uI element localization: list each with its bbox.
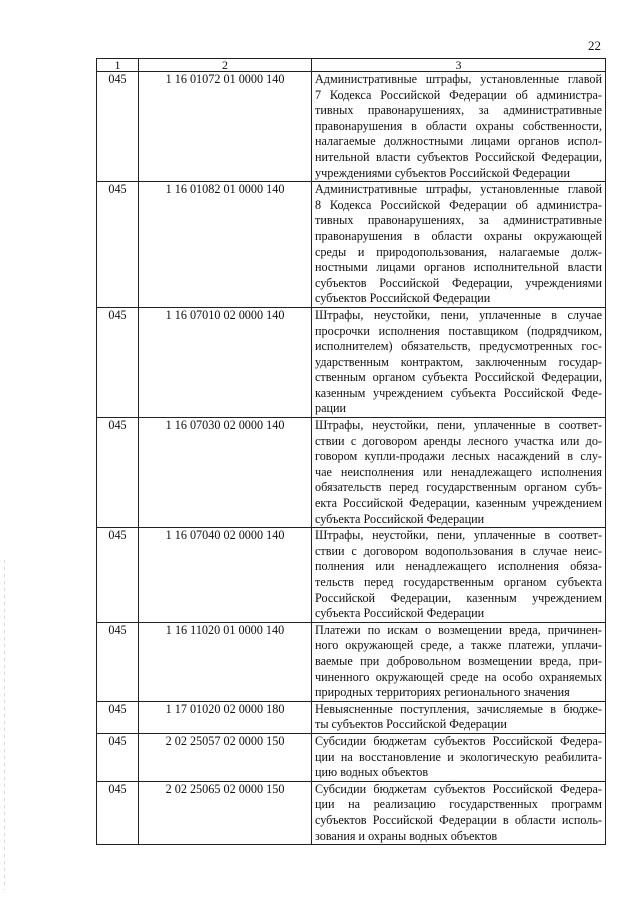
description-line: субъекта Российской Федерации	[315, 606, 485, 621]
column-header-1: 1	[97, 59, 139, 72]
description-line: ствии с договором аренды лесного участка или до-	[315, 433, 602, 448]
description-line: 8 Кодекса Российской Федерации об администра-	[315, 197, 602, 212]
description-line: ты субъектов Российской Федерации	[315, 717, 507, 732]
description-line: Невыясненные поступления, зачисляемые в бюдже-	[315, 701, 602, 716]
admin-code-cell: 045	[97, 781, 139, 844]
budget-code-cell: 1 17 01020 02 0000 180	[139, 701, 312, 733]
description-line: тивных правонарушениях, за административные	[315, 103, 602, 118]
column-header-2: 2	[139, 59, 312, 72]
description-line: чиненного окружающей среде на особо охраняемых	[315, 669, 602, 684]
description-line: обязательств перед государственным органом субъ-	[315, 480, 602, 495]
table-row	[97, 733, 606, 781]
description-line: субъектов Российской Федерации, учреждениями	[315, 275, 602, 290]
description-line: Субсидии бюджетам субъектов Российской Федера-	[315, 781, 602, 796]
description-cell	[312, 733, 606, 781]
budget-code-cell: 1 16 07030 02 0000 140	[139, 418, 312, 528]
description-line: Административные штрафы, установленные главой	[315, 182, 602, 197]
scan-edge-artifact	[4, 560, 5, 890]
description-line: субъектов Российской Федерации	[315, 291, 491, 306]
column-header-3: 3	[312, 59, 606, 72]
description-line: среды и природопользования, налагаемые долж-	[315, 244, 602, 259]
description-line: ударственным контрактом, заключенным государ-	[315, 354, 602, 369]
description-line: цию водных объектов	[315, 765, 429, 780]
description-line: правонарушения в области охраны окружающей	[315, 228, 602, 243]
description-line: субъектов Российской Федерации в области исполь-	[315, 812, 602, 827]
description-cell	[312, 781, 606, 844]
admin-code-cell: 045	[97, 622, 139, 701]
description-line: учреждениями субъектов Российской Федерации	[315, 165, 570, 180]
budget-code-cell: 2 02 25057 02 0000 150	[139, 733, 312, 781]
description-line: ственным органом субъекта Российской Федерации,	[315, 370, 602, 385]
table-row	[97, 418, 606, 528]
admin-code-cell: 045	[97, 733, 139, 781]
description-line: полнения или ненадлежащего исполнения обяза-	[315, 559, 602, 574]
description-line: правонарушения в области охраны собственности,	[315, 118, 602, 133]
description-cell	[312, 528, 606, 623]
admin-code-cell: 045	[97, 701, 139, 733]
table-row	[97, 307, 606, 417]
budget-code-cell: 1 16 07040 02 0000 140	[139, 528, 312, 623]
budget-code-cell: 2 02 25065 02 0000 150	[139, 781, 312, 844]
description-line: ного окружающей среде, а также платежи, уплачи-	[315, 638, 602, 653]
description-line: ствии с договором водопользования в случае неис-	[315, 543, 602, 558]
admin-code-cell: 045	[97, 418, 139, 528]
table-body	[97, 72, 606, 845]
description-line: исполнителем) обязательств, предусмотренных гос-	[315, 339, 602, 354]
description-cell	[312, 701, 606, 733]
budget-code-cell: 1 16 11020 01 0000 140	[139, 622, 312, 701]
description-line: рации	[315, 401, 347, 416]
table-header-row	[97, 59, 606, 72]
description-cell	[312, 72, 606, 182]
description-cell	[312, 307, 606, 417]
description-line: ции на реализацию государственных программ	[315, 797, 602, 812]
description-line: просрочки исполнения поставщиком (подрядчиком,	[315, 323, 602, 338]
page-number: 22	[588, 38, 601, 53]
description-line: природных территориях регионального значения	[315, 685, 570, 700]
description-line: тельств перед государственным органом субъекта	[315, 575, 602, 589]
description-line: Штрафы, неустойки, пени, уплаченные в случае	[315, 307, 602, 322]
budget-code-cell: 1 16 07010 02 0000 140	[139, 307, 312, 417]
description-line: Платежи по искам о возмещении вреда, причинен-	[315, 622, 602, 637]
description-line: чае неисполнения или ненадлежащего исполнения	[315, 464, 602, 479]
description-line: субъекта Российской Федерации	[315, 511, 485, 526]
description-line: Административные штрафы, установленные главой	[315, 72, 602, 86]
table-row	[97, 701, 606, 733]
admin-code-cell: 045	[97, 72, 139, 182]
budget-code-cell: 1 16 01082 01 0000 140	[139, 182, 312, 308]
admin-code-cell: 045	[97, 528, 139, 623]
table-row	[97, 528, 606, 623]
description-line: налагаемые должностными лицами органов испол-	[315, 134, 602, 149]
admin-code-cell: 045	[97, 182, 139, 308]
budget-code-cell: 1 16 01072 01 0000 140	[139, 72, 312, 182]
description-cell	[312, 182, 606, 308]
description-line: нительной власти субъектов Российской Федерации,	[315, 149, 602, 164]
description-line: говором купли-продажи лесных насаждений в слу-	[315, 449, 602, 464]
description-cell	[312, 622, 606, 701]
description-line: зования и охраны водных объектов	[315, 828, 498, 843]
description-line: Российской Федерации, казенным учреждением	[315, 590, 602, 605]
description-line: ностными лицами органов исполнительной власти	[315, 260, 602, 275]
description-cell	[312, 418, 606, 528]
admin-code-cell: 045	[97, 307, 139, 417]
description-line: 7 Кодекса Российской Федерации об администра-	[315, 87, 602, 102]
description-line: Штрафы, неустойки, пени, уплаченные в соответ-	[315, 528, 602, 543]
description-line: ции на восстановление и экологическую реабилита-	[315, 749, 602, 764]
description-line: Субсидии бюджетам субъектов Российской Федера-	[315, 733, 602, 748]
description-line: Штрафы, неустойки, пени, уплаченные в соответ-	[315, 418, 602, 433]
description-line: ваемые при добровольном возмещении вреда, при-	[315, 653, 602, 668]
table-row	[97, 182, 606, 308]
revenue-codes-table	[96, 58, 606, 845]
description-line: тивных правонарушениях, за административные	[315, 213, 602, 228]
table-row	[97, 781, 606, 844]
description-line: екта Российской Федерации, казенным учреждением	[315, 496, 602, 511]
table-row	[97, 622, 606, 701]
description-line: казенным учреждением субъекта Российской Феде-	[315, 385, 602, 400]
table-row	[97, 72, 606, 182]
